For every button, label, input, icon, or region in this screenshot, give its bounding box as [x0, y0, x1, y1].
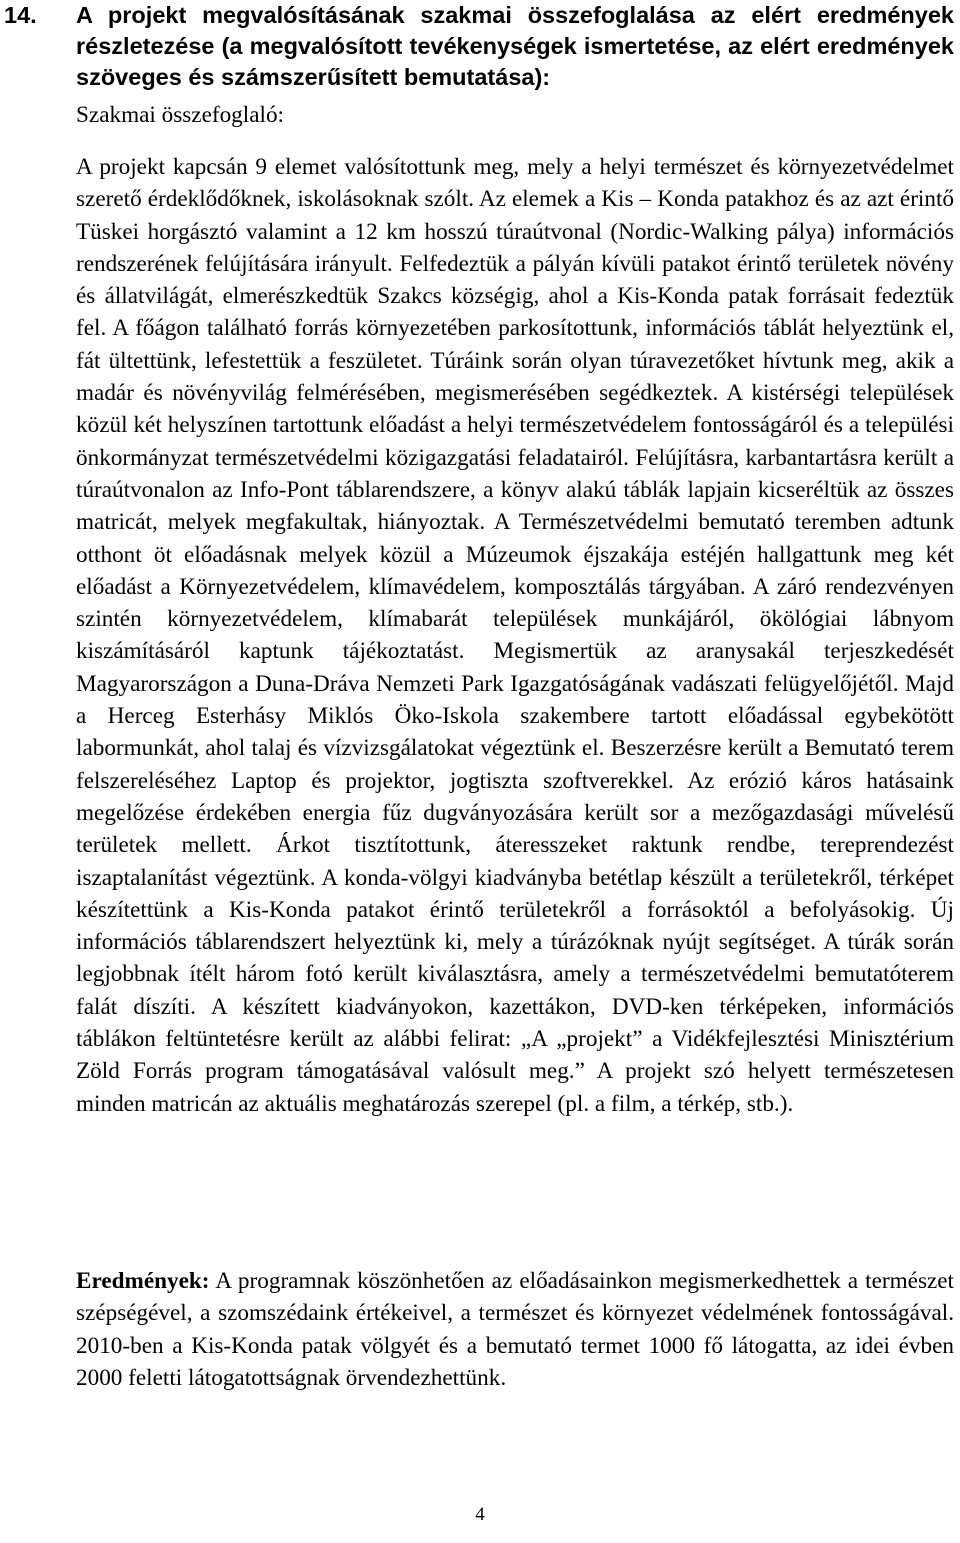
- summary-paragraph: A projekt kapcsán 9 elemet valósítottunk meg, mely a helyi természet és környezetvédelmet szerető érdeklődőknek, iskolásoknak szólt. Az elemek a Kis – Konda patakhoz és az azt érintő Tüskei horgásztó valamint a 12 km hosszú túraútvonal (Nordic-Walking pálya) információs rendszerének felújítására irányult. Felfedeztük a pályán kívüli patakot érintő területek növény és állatvilágát, elmerészkedtük Szakcs községig, ahol a Kis-Konda patak forrásait fedeztük fel. A főágon található forrás környezetében parkosítottunk, információs táblát helyeztünk el, fát ültettünk, lefestettük a feszületet. Túráink során olyan túravezetőket hívtunk meg, akik a madár és növényvilág felmérésében, megismerésében segédkeztek. A kistérségi települések közül két helyszínen tartottunk előadást a helyi természetvédelem fontosságáról és a települési önkormányzat természetvédelmi közigazgatási feladatairól. Felújításra, karbantartásra került a túraútvonalon az Info-Pont táblarendszere, a könyv alakú táblák lapjain kicseréltük az összes matricát, melyek megfakultak, hiányoztak. A Természetvédelmi bemutató teremben adtunk otthont öt előadásnak melyek közül a Múzeumok éjszakája estéjén hallgattunk meg két előadást a Környezetvédelem, klímavédelem, komposztálás tárgyában. A záró rendezvényen szintén környezetvédelem, klímabarát települések munkájáról, ökölógiai lábnyom kiszámításáról kaptunk tájékoztatást. Megismertük az aranysakál terjeszkedését Magyarországon a Duna-Dráva Nemzeti Park Igazgatóságának vadászati felügyelőjétől. Majd a Herceg Esterhásy Miklós Öko-Iskola szakembere tartott előadással egybekötött labormunkát, ahol talaj és vízvizsgálatokat végeztünk el. Beszerzésre került a Bemutató terem felszereléséhez Laptop és projektor, jogtiszta szoftverekkel. Az erózió káros hatásaink megelőzése érdekében energia fűz dugványozására került sor a mezőgazdasági művelésű területek mellett. Árkot tisztítottunk, áteresszeket raktunk rendbe, tereprendezést iszaptalanítást végeztünk. A konda-völgyi kiadványba betétlap készült a területekről, térképet készítettünk a Kis-Konda patakot érintő területekről a forrásoktól a befolyásokig. Új információs táblarendszert helyeztünk ki, mely a túrázóknak nyújt segítséget. A túrák során legjobbnak ítélt három fotó került kiválasztásra, amely a természetvédelmi bemutatóterem falát díszíti. A készített kiadványokon, kazettákon, DVD-ken térképeken, információs táblákon feltüntetésre került az alábbi felirat: „A „projekt” a Vidékfejlesztési Minisztérium Zöld Forrás program támogatásával valósult meg.” A projekt szó helyett természetesen minden matricán az aktuális meghatározás szerepel (pl. a film, a térkép, stb.).: [76, 154, 954, 1117]
- results-label: Eredmények:: [76, 1268, 210, 1294]
- section-title: A projekt megvalósításának szakmai összefoglalása az elért eredmények részletezése (a megvalósított tevékenységek ismertetése, az elért eredmények szöveges és számszerűsített bemutatása):: [76, 2, 954, 90]
- page-number: 4: [475, 1504, 485, 1525]
- section-number: 14.: [4, 2, 37, 28]
- results-paragraph: [76, 1265, 954, 1394]
- results-text: A programnak köszönhetően az előadásainkon megismerkedhettek a természet szépségével, a szomszédaink értékeivel, a természet és környezet védelmének fontosságával. 2010-ben a Kis-Konda patak völgyét és a bemutató termet 1000 fő látogatta, az idei évben 2000 feletti látogatottságnak örvendezhettünk.: [76, 1268, 954, 1391]
- summary-subtitle: Szakmai összefoglaló:: [76, 102, 284, 128]
